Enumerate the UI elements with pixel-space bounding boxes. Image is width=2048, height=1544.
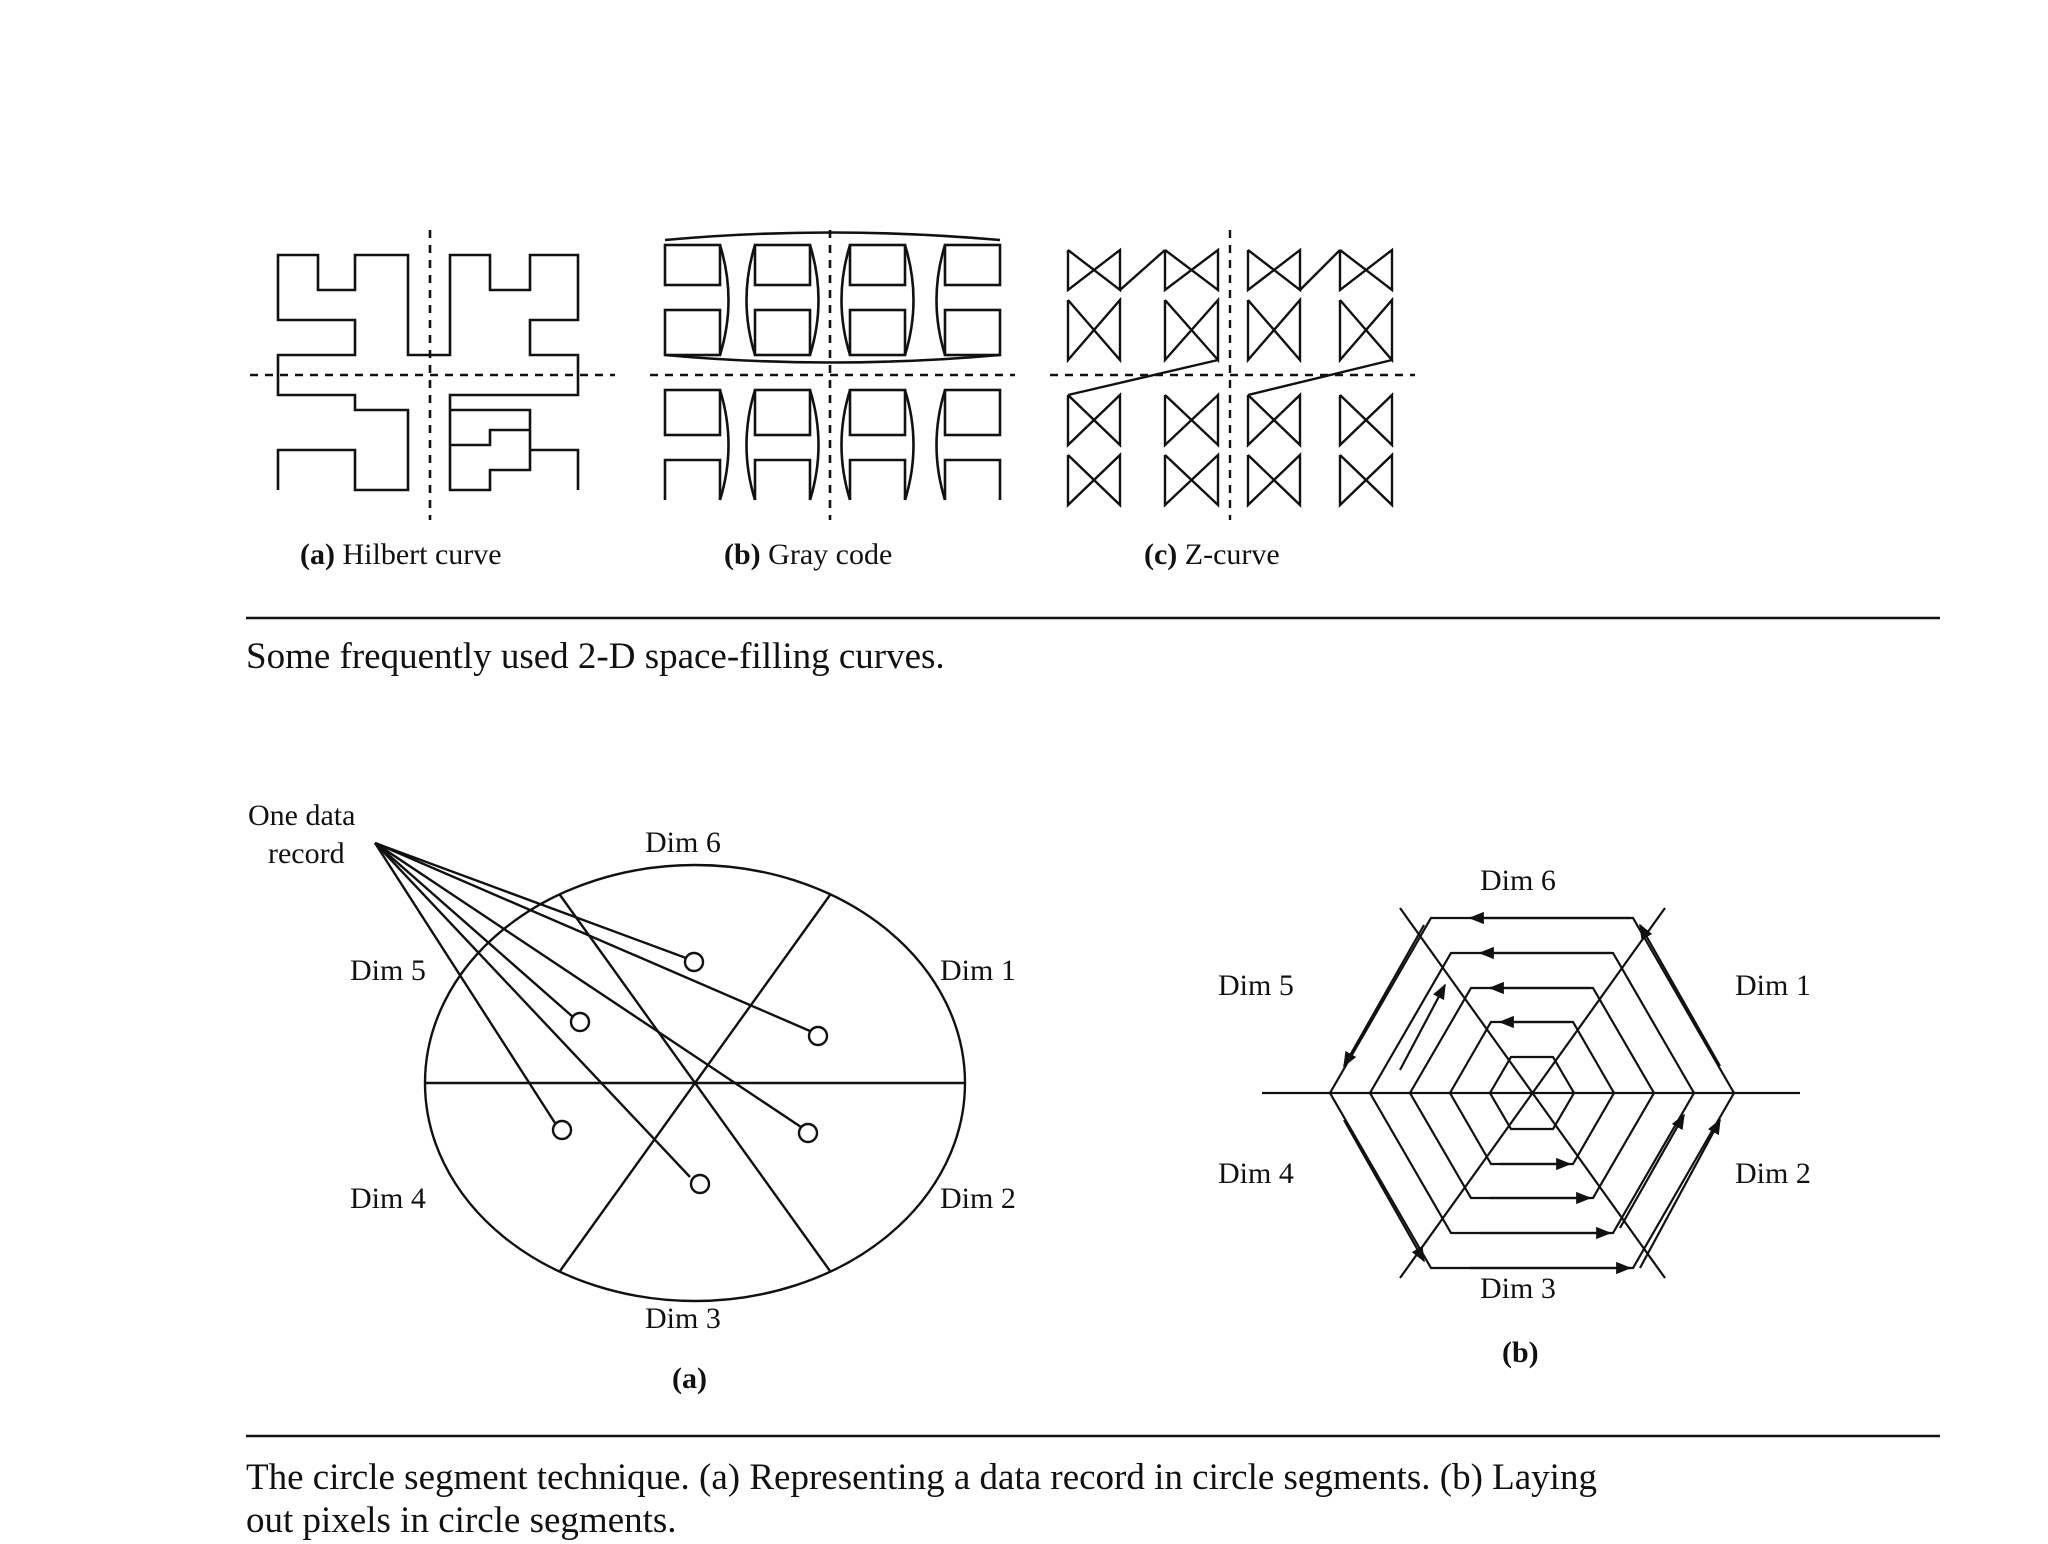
gray-cell (665, 310, 720, 355)
dim2-label: Dim 2 (940, 1182, 1016, 1215)
record-point (799, 1124, 817, 1142)
record-label-line1: One data (248, 799, 356, 832)
dim5-label: Dim 5 (1218, 969, 1294, 1002)
gray-code-label: (b) Gray code (724, 538, 893, 571)
record-point (691, 1175, 709, 1193)
hilbert-curve-path (278, 255, 578, 490)
gray-cell (850, 390, 905, 435)
panel-a-labels (248, 799, 1016, 1395)
dim3-label: Dim 3 (1480, 1272, 1556, 1305)
gray-cell (755, 245, 810, 285)
gray-cell (850, 310, 905, 355)
z-curve-panel (1050, 230, 1415, 520)
gray-code-panel (650, 230, 1015, 520)
record-point (553, 1121, 571, 1139)
space-filling-curves-figure (246, 230, 1940, 618)
figure2-caption-line2: out pixels in circle segments. (246, 1500, 677, 1541)
dim4-label: Dim 4 (1218, 1157, 1294, 1190)
dim1-label: Dim 1 (1735, 969, 1811, 1002)
record-label-line2: record (268, 837, 345, 870)
dim3-label: Dim 3 (645, 1302, 721, 1335)
gray-bottom-comb (850, 460, 1000, 500)
dim4-label: Dim 4 (350, 1182, 426, 1215)
panel-a-tag: (a) (672, 1362, 707, 1395)
hilbert-curve-panel (250, 230, 615, 520)
gray-cell (665, 390, 720, 435)
z-curve-label: (c) Z-curve (1144, 538, 1280, 571)
circle-segment-panel-a (375, 843, 965, 1301)
gray-cell (945, 310, 1000, 355)
gray-cell (665, 245, 720, 285)
gray-cell (945, 245, 1000, 285)
gray-cell (755, 310, 810, 355)
gray-cell (945, 390, 1000, 435)
dim1-label: Dim 1 (940, 954, 1016, 987)
gray-cell (755, 390, 810, 435)
dim6-label: Dim 6 (1480, 864, 1556, 897)
gray-cell (850, 245, 905, 285)
hilbert-label: (a) Hilbert curve (300, 538, 502, 571)
record-point (571, 1013, 589, 1031)
dim6-label: Dim 6 (645, 826, 721, 859)
record-point (809, 1027, 827, 1045)
z-curve-path (1068, 250, 1392, 505)
dim5-label: Dim 5 (350, 954, 426, 987)
figure2-caption-line1: The circle segment technique. (a) Representing a data record in circle segments. (b) Laying (246, 1457, 1597, 1498)
figure1-caption: Some frequently used 2-D space-filling curves. (246, 636, 945, 677)
dim2-label: Dim 2 (1735, 1157, 1811, 1190)
gray-top-arc (665, 233, 1000, 241)
circle-segment-panel-b (1262, 908, 1800, 1278)
gray-bottom-comb (665, 460, 810, 500)
panel-b-tag: (b) (1502, 1336, 1539, 1369)
record-point (685, 953, 703, 971)
